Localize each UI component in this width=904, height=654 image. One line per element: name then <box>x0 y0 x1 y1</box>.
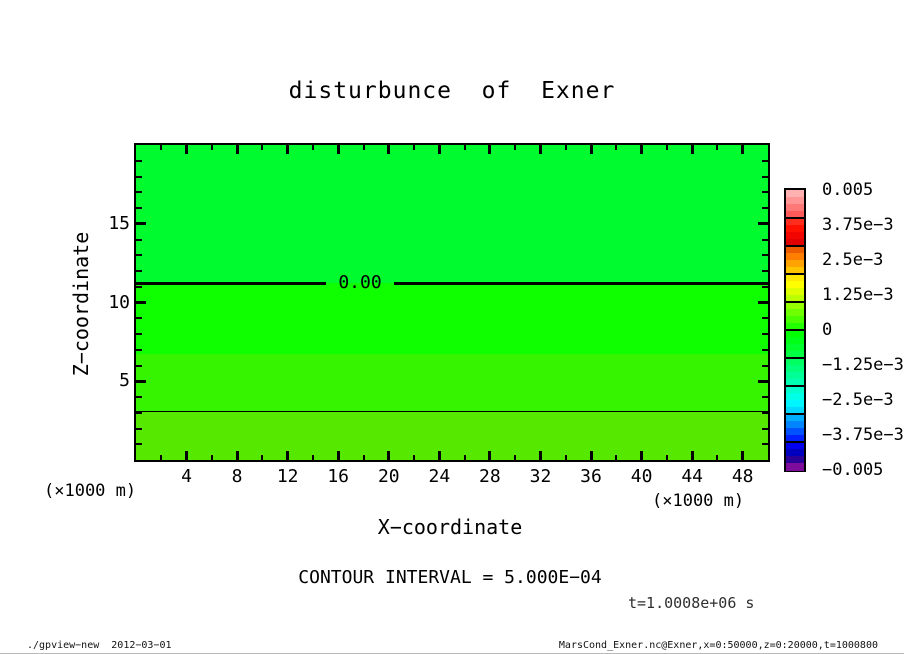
tone-band <box>136 354 768 411</box>
x-tick <box>741 145 744 154</box>
colorbar-label: 0.005 <box>822 180 874 200</box>
colorbar-divider <box>786 357 804 359</box>
x-tick-label: 4 <box>181 466 193 487</box>
x-tick <box>438 145 441 154</box>
x-tick <box>488 145 491 154</box>
x-unit-label-right: (×1000 m) <box>652 491 745 511</box>
colorbar <box>784 188 806 472</box>
x-tick <box>211 145 213 150</box>
x-tick-label: 32 <box>529 466 552 487</box>
x-tick-label: 16 <box>327 466 350 487</box>
y-tick-label: 15 <box>108 212 130 234</box>
contour-line <box>394 282 768 285</box>
y-tick <box>136 412 142 414</box>
tone-band <box>136 411 768 460</box>
tone-band <box>136 283 768 354</box>
colorbar-divider <box>786 273 804 275</box>
y-tick <box>136 365 142 367</box>
y-tick <box>762 176 768 178</box>
colorbar-label: −1.25e−3 <box>822 355 904 375</box>
colorbar-divider <box>786 385 804 387</box>
x-tick <box>615 145 617 150</box>
y-tick <box>758 301 768 304</box>
x-tick-label: 40 <box>630 466 653 487</box>
y-tick <box>136 333 142 335</box>
x-tick <box>565 145 567 150</box>
x-tick-label: 12 <box>276 466 299 487</box>
x-tick <box>590 451 593 460</box>
chart-title: disturbunce of Exner <box>288 78 616 104</box>
x-tick <box>236 451 239 460</box>
colorbar-divider <box>786 329 804 331</box>
y-tick <box>762 365 768 367</box>
x-tick <box>363 145 365 150</box>
x-tick <box>514 145 516 150</box>
x-tick <box>211 455 213 460</box>
x-tick <box>312 455 314 460</box>
y-tick <box>762 412 768 414</box>
x-tick-label: 20 <box>377 466 400 487</box>
x-tick <box>413 455 415 460</box>
colorbar-label: 3.75e−3 <box>822 215 894 235</box>
y-tick <box>136 349 142 351</box>
colorbar-divider <box>786 413 804 415</box>
y-tick <box>762 286 768 288</box>
y-tick <box>762 191 768 193</box>
y-tick <box>762 317 768 319</box>
x-tick <box>691 145 694 154</box>
x-tick <box>539 451 542 460</box>
tone-band <box>136 145 768 283</box>
x-tick <box>286 145 289 154</box>
y-tick <box>762 333 768 335</box>
contour-label: 0.00 <box>338 271 382 293</box>
x-tick <box>261 455 263 460</box>
y-tick <box>136 160 142 162</box>
x-tick <box>337 145 340 154</box>
y-tick <box>762 443 768 445</box>
x-tick-label: 48 <box>731 466 754 487</box>
y-tick <box>758 380 768 383</box>
y-tick <box>136 396 142 398</box>
y-tick <box>762 239 768 241</box>
y-tick <box>136 286 142 288</box>
y-tick <box>762 254 768 256</box>
plot-area <box>134 143 770 462</box>
x-tick <box>160 455 162 460</box>
x-tick-label: 8 <box>231 466 243 487</box>
y-tick <box>762 270 768 272</box>
y-tick <box>762 396 768 398</box>
colorbar-label: 2.5e−3 <box>822 250 884 270</box>
x-tick <box>387 145 390 154</box>
y-tick <box>762 349 768 351</box>
contour-line <box>136 411 768 412</box>
time-label: t=1.0008e+06 s <box>628 594 755 612</box>
x-tick <box>590 145 593 154</box>
footer-command-text: ./gpview−new 2012−03−01 <box>27 640 172 651</box>
x-tick <box>716 145 718 150</box>
x-tick <box>312 145 314 150</box>
colorbar-divider <box>786 441 804 443</box>
x-tick-label: 36 <box>580 466 602 487</box>
colorbar-divider <box>786 217 804 219</box>
x-tick <box>539 145 542 154</box>
x-tick-label: 28 <box>479 466 501 487</box>
colorbar-label: 1.25e−3 <box>822 285 894 305</box>
x-tick <box>464 145 466 150</box>
x-tick <box>413 145 415 150</box>
x-tick <box>666 145 668 150</box>
colorbar-label: −3.75e−3 <box>822 425 904 445</box>
x-tick <box>691 451 694 460</box>
y-tick <box>762 160 768 162</box>
y-tick <box>136 222 146 225</box>
y-tick <box>762 428 768 430</box>
y-tick <box>136 380 146 383</box>
x-tick <box>387 451 390 460</box>
x-tick <box>160 145 162 150</box>
x-axis-title: X−coordinate <box>377 515 523 539</box>
contour-line <box>136 282 326 285</box>
y-tick-label: 10 <box>108 291 130 313</box>
x-tick <box>488 451 491 460</box>
x-tick <box>514 455 516 460</box>
x-tick <box>286 451 289 460</box>
x-tick <box>261 145 263 150</box>
y-tick <box>136 428 142 430</box>
x-tick <box>236 145 239 154</box>
footer-source-text: MarsCond_Exner.nc@Exner,x=0:50000,z=0:20000,t=1000800 <box>558 640 878 651</box>
colorbar-label: 0 <box>822 320 833 340</box>
y-tick-label: 5 <box>119 370 130 392</box>
x-tick <box>185 145 188 154</box>
x-tick <box>565 455 567 460</box>
y-tick <box>136 301 146 304</box>
x-tick <box>741 451 744 460</box>
x-tick <box>666 455 668 460</box>
y-tick <box>136 443 142 445</box>
y-tick <box>136 176 142 178</box>
y-tick <box>758 222 768 225</box>
x-tick-label: 44 <box>681 466 704 487</box>
x-tick-label: 24 <box>428 466 451 487</box>
x-tick <box>615 455 617 460</box>
y-axis-title: Z−coordinate <box>69 231 93 377</box>
y-tick <box>136 239 142 241</box>
colorbar-label: −0.005 <box>822 460 884 480</box>
contour-interval-label: CONTOUR INTERVAL = 5.000E−04 <box>298 567 602 588</box>
x-tick <box>185 451 188 460</box>
y-tick <box>136 270 142 272</box>
x-tick <box>363 455 365 460</box>
colorbar-segment <box>786 463 804 471</box>
y-tick <box>136 254 142 256</box>
x-unit-label-left: (×1000 m) <box>44 481 137 501</box>
x-tick <box>716 455 718 460</box>
x-tick <box>640 145 643 154</box>
colorbar-divider <box>786 245 804 247</box>
y-tick <box>762 207 768 209</box>
x-tick <box>438 451 441 460</box>
x-tick <box>337 451 340 460</box>
y-tick <box>136 207 142 209</box>
x-tick <box>640 451 643 460</box>
x-tick <box>464 455 466 460</box>
colorbar-divider <box>786 301 804 303</box>
y-tick <box>136 191 142 193</box>
colorbar-label: −2.5e−3 <box>822 390 894 410</box>
y-tick <box>136 317 142 319</box>
